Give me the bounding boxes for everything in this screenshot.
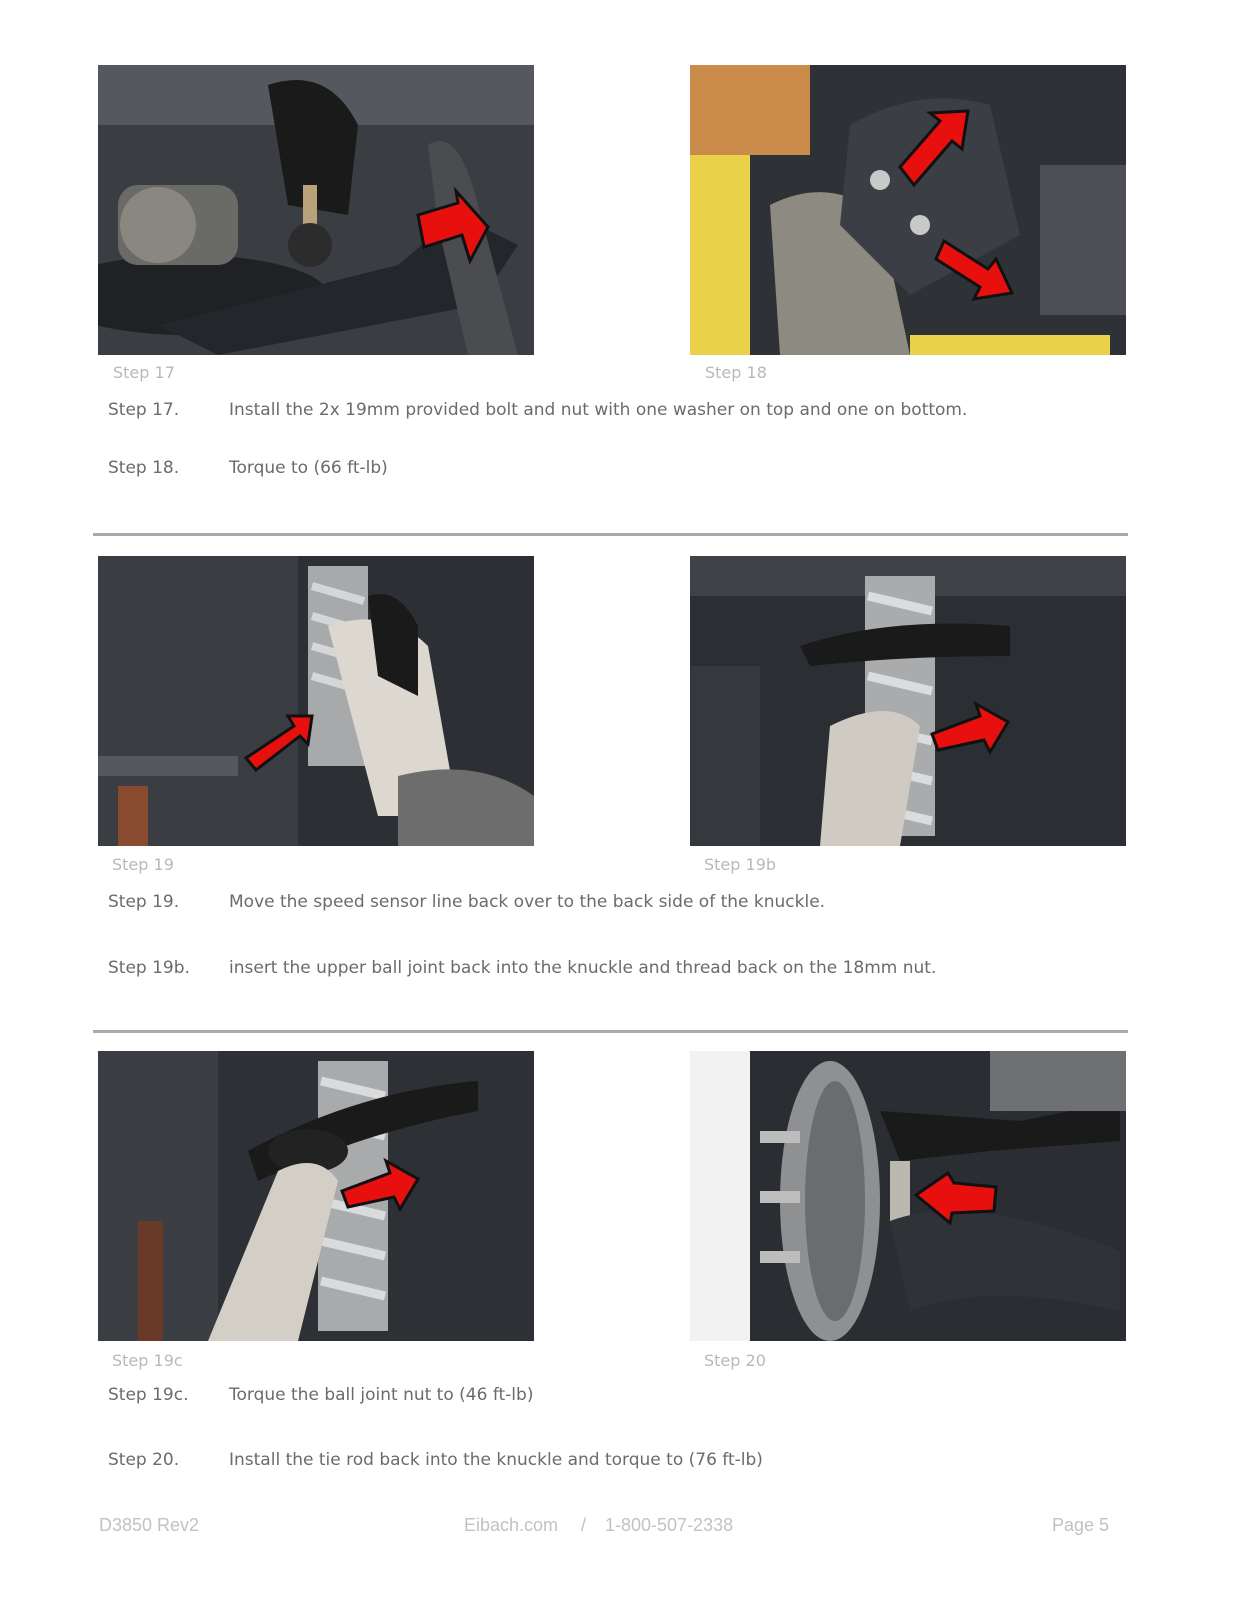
photo-caption-step-19: Step 19 <box>112 855 174 874</box>
footer-separator: / <box>581 1515 587 1535</box>
footer-page-number: Page 5 <box>1052 1515 1110 1535</box>
footer-phone: 1-800-507-2338 <box>605 1515 734 1535</box>
section-divider <box>93 533 1128 536</box>
photo-caption-step-20: Step 20 <box>704 1351 766 1370</box>
step-19-text: Move the speed sensor line back over to the back side of the knuckle. <box>229 892 826 912</box>
step-20-photo <box>690 1051 1126 1341</box>
photo-caption-step-19b: Step 19b <box>704 855 777 874</box>
step-17-label: Step 17. <box>108 400 180 420</box>
step-19b-label: Step 19b. <box>108 958 190 978</box>
step-17-text: Install the 2x 19mm provided bolt and nut with one washer on top and one on bottom. <box>229 400 968 420</box>
step-20-text: Install the tie rod back into the knuckle and torque to (76 ft-lb) <box>229 1450 763 1470</box>
step-19b-text: insert the upper ball joint back into the knuckle and thread back on the 18mm nut. <box>229 958 937 978</box>
step-19-photo <box>98 556 534 846</box>
photo-caption-step-19c: Step 19c <box>112 1351 183 1370</box>
step-19c-photo <box>98 1051 534 1341</box>
step-18-label: Step 18. <box>108 458 180 478</box>
footer-doc-id: D3850 Rev2 <box>99 1515 200 1535</box>
step-19-label: Step 19. <box>108 892 180 912</box>
footer-website: Eibach.com <box>464 1515 559 1535</box>
photo-caption-step-17: Step 17 <box>113 363 175 382</box>
step-19c-text: Torque the ball joint nut to (46 ft-lb) <box>229 1385 534 1405</box>
step-18-text: Torque to (66 ft-lb) <box>229 458 388 478</box>
step-20-label: Step 20. <box>108 1450 180 1470</box>
step-17-photo <box>98 65 534 355</box>
step-19c-label: Step 19c. <box>108 1385 189 1405</box>
photo-caption-step-18: Step 18 <box>705 363 767 382</box>
step-18-photo <box>690 65 1126 355</box>
step-19b-photo <box>690 556 1126 846</box>
section-divider <box>93 1030 1128 1033</box>
